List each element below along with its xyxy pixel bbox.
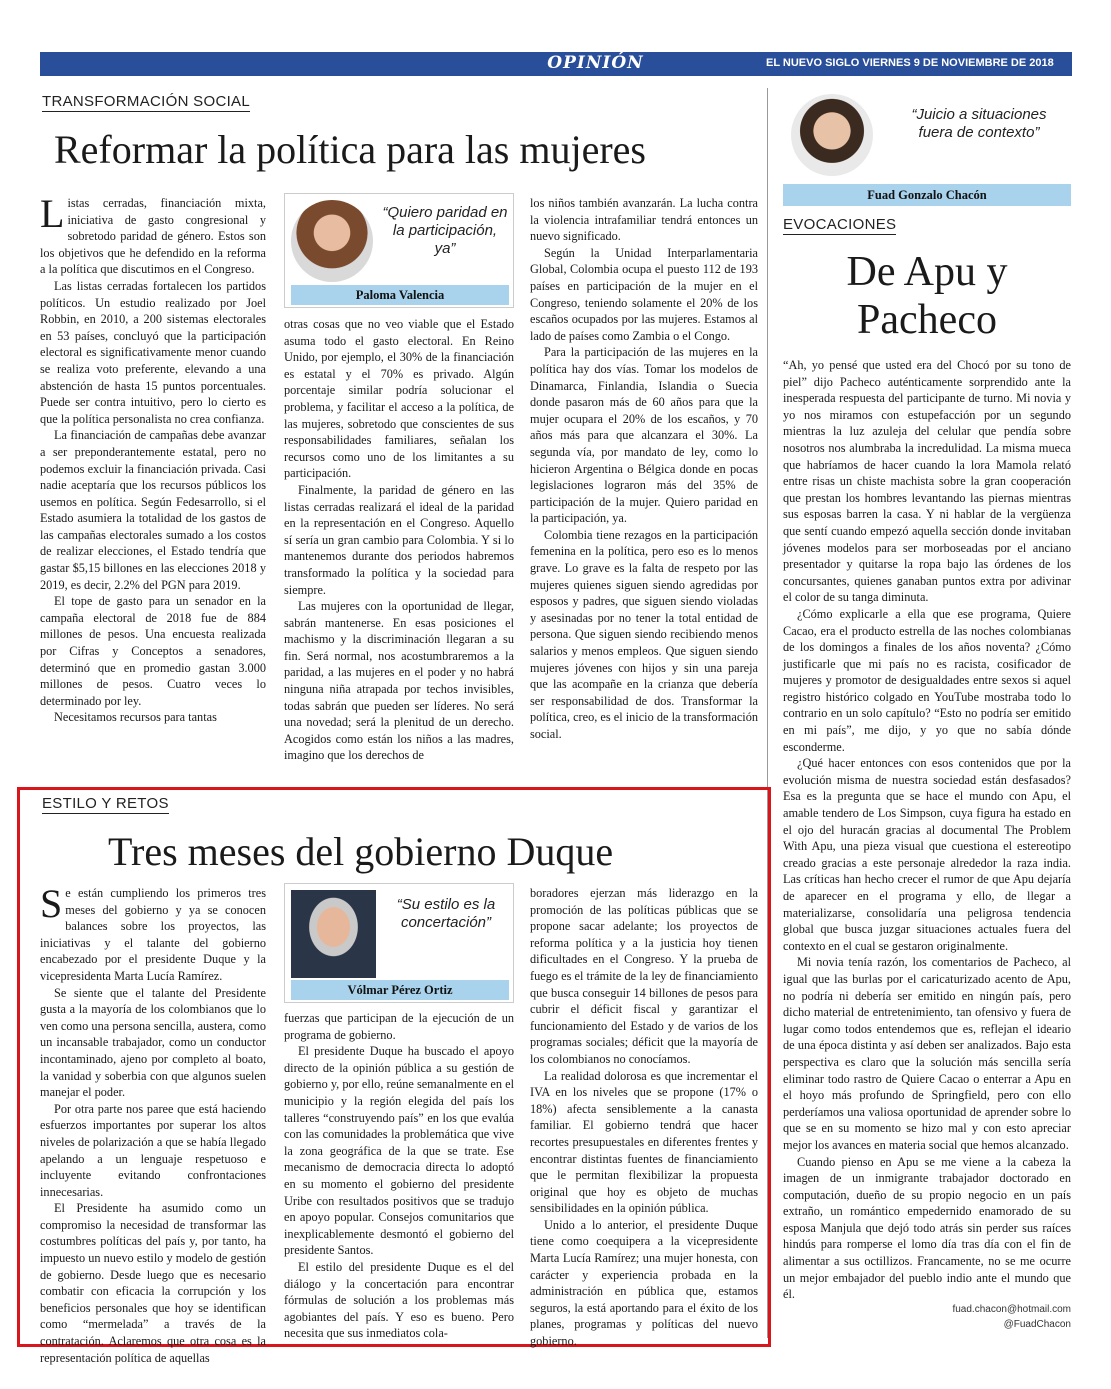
author-photo (291, 890, 376, 978)
article2-paragraph: boradores ejerzan más liderazgo en la promoción de las políticas públicas que se propone sacar adelante; los proyectos de reforma política y a la justicia hoy tienen dificultades en el Congreso. Y la prueba de fuego es el trámite de la ley de financiamiento que busca conseguir 14 billones de pesos para cubrir el déficit fiscal y garantizar el funcionamiento del Estado y de varios de los programas sociales; déficit que la mayoría de los colombianos no conocíamos. (530, 886, 758, 1066)
article3-paragraph: ¿Cómo explicarle a ella que ese programa, Quiere Cacao, era el producto estrella de las noches colombianas de los domingos a finales de los años noventa? ¿Cómo justificarle que mi país no es racista, cosificador de mujeres y promotor de desigualdades entre sexos si aquel registro histórico colgado en YouTube mostraba todo lo contrario en un solo capítulo? “Esto no podría ser emitido en mi país”, me dijo, y yo que no sabía dónde esconderme. (783, 606, 1071, 754)
author-email[interactable]: fuad.chacon@hotmail.com (952, 1304, 1071, 1315)
article2-paragraph: e están cumpliendo los primeros tres meses del gobierno y ya se conocen balances sobre los proyectos, las iniciativas y el talante del gobierno encabezado por el presidente Duque y la vicepresidenta Marta Lucía Ramírez. (40, 886, 266, 983)
article1-paragraph: Las listas cerradas fortalecen los partidos políticos. Un estudio realizado por Joel Robbin, en 2010, a 200 sistemas electorales en 53 países, concluyó que la participación electoral es significativamente menor cuando se realiza voto preferente, elevando a una abstención de hasta 15 puntos porcentuales. Puede ser contra intuitivo, pero lo cierto es que la política personalista no crea confianza. (40, 278, 266, 426)
article3-title-line1: De Apu y (846, 249, 1008, 295)
article2-column-1: Se están cumpliendo los primeros tres meses del gobierno y ya se conocen balances sobre los proyectos, las iniciativas y el talante del gobierno encabezado por el presidente Duque y la vicepresidenta Marta Lucía Ramírez. Se siente que el talante del Presidente gusta a la mayoría de los colombianos que lo ven como una persona sencilla, austera, como un incansable trabajador, como un conductor incontaminado, ajeno por completo al boato, la vanidad y soberbia con que algunos suelen manejar el poder. Por otra parte nos paree que está haciendo esfuerzos importantes por superar los altos niveles de polarización a que se había llegado apelando a un lenguaje respetuoso e incluyente evitando confrontaciones innecesarias. El Presidente ha asumido como un compromiso la necesidad de transformar las costumbres políticas del país y, por tanto, ha impuesto un nuevo estilo y modelo de gestión de gobierno. Desde luego que es necesario combatir con eficacia la corrupción y los beneficios personales que hoy se identifican como “mermelada” a través de la contratación. Aclaremos que otra cosa es la representación política de aquellas (40, 881, 266, 1365)
article2-author-box (284, 883, 514, 1003)
article1-author-box (284, 193, 514, 308)
article3-paragraph: Cuando pienso en Apu se me viene a la cabeza la imagen de un inmigrante trabajador doctorado en computación, dueño de su propio negocio en un país extraño, un romántico empedernido enamorado de su esposa Manjula que dejó todo atrás sin perder sus raíces hindús para romperse el lomo día tras día con el fin de alimentar a sus octillizos. Francamente, no se me ocurre un mejor embajador del pueblo indio ante el mundo que él. (783, 1154, 1071, 1302)
article2-column-2 (284, 1010, 514, 1341)
article3-pull-quote: “Juicio a situaciones fuera de contexto” (911, 106, 1047, 141)
article3-author-name: Fuad Gonzalo Chacón (783, 184, 1071, 206)
article2-paragraph: La realidad dolorosa es que incrementar el IVA en los niveles que se propone (17% o 18%) afecta sensiblemente a la canasta familiar. El gobierno tendrá que hacer recortes presupuestales en diferentes frentes y encontrar distintas fuentes de financiamiento que le permitan flexibilizar la propuesta original que hoy es objeto de muchas sensibilidades en la opinión pública. (530, 1068, 758, 1216)
article1-paragraph: El tope de gasto para un senador en la campaña electoral de 2018 fue de 884 millones de pesos. Una encuesta realizada por Cifras y Conceptos a senadores, determinó que en promedio gastan 3.000 millones de pesos. Cuatro veces lo determinado por ley. (40, 594, 266, 708)
article1-paragraph: otras cosas que no veo viable que el Estado asuma todo el gasto electoral. En Reino Unido, por ejemplo, el 30% de la financiación es estatal y el 70% es privado. Algún porcentaje similar podría solucionar el problema, y facilitar el acceso a la política, de las mujeres, sobretodo que conscientes de sus responsabilidades familiares, señalan los recursos como uno de los limitantes a su participación. (284, 317, 514, 481)
article3-paragraph: ¿Qué hacer entonces con esos contenidos que por la evolución misma de nuestra sociedad están desfasados? Esa es la pregunta que se hace el mundo con Apu, el amable tendero de Los Simpson, cuya figura ha estado en el ojo del huracán gracias al documental The Problem With Apu, una pieza visual que cuestiona el estereotipo creado gracias a este personaje alrededor la raza india. Las críticas han hecho crecer el rumor de que Apu dejaría de aparecer en el programa y ello, de llegar a materializarse, consolidaría una peligrosa tendencia global que busca juzgar situaciones actuales fuera del contexto en el cual se gestaron originalmente. (783, 756, 1071, 953)
article1-column-1: Listas cerradas, financiación mixta, iniciativa de gasto congresional y sobretodo paridad de género. Estos son los objetivos que he defendido en la reforma a la política que discutimos en el Congreso. Las listas cerradas fortalecen los partidos políticos. Un estudio realizado por Joel Robbin, en 2010, a 200 sistemas electorales en 53 países, concluyó que la participación electoral es significativamente menor cuando se realiza voto preferente, elevando a una abstención de hasta 15 puntos porcentuales. Puede ser contra intuitivo, pero lo cierto es que la política personalista no crea confianza. La financiación de campañas debe avanzar a ser preponderantemente estatal, pero no podemos excluir la financiación privada. Casi nadie aceptaría que los recursos públicos los usemos en política. Según Fedesarrollo, si el Estado asumiera la totalidad de los gastos de las campañas electorales sumado a los costos de realizar elecciones, el Estado tendría que gastar $5,15 billones en las elecciones 2018 y 2019, es decir, 2.2% del PGN para 2019. El tope de gasto para un senador en la campaña electoral de 2018 fue de 884 millones de pesos. Una encuesta realizada por Cifras y Conceptos a senadores, determinó que en promedio gastan 3.000 millones de pesos. Cuatro veces lo determinado por ley. Necesitamos recursos para tantas (40, 191, 266, 725)
article1-paragraph: Colombia tiene rezagos en la participación femenina en la política, pero eso es lo menos grave. Lo grave es la falta de respeto por las mujeres quienes siguen siendo agredidas por esposos y padres, que siguen siendo violadas y asesinadas por no tener la total entidad de persona. Que siguen siendo recibiendo menos salarios y menos empleos. Que siguen siendo mujeres jóvenes con hijos y sin una pareja que las acompañe en la crianza que debería ser responsabilidad de dos. Transformar la política, creo, es el inicio de la transformación social. (530, 527, 758, 741)
article1-paragraph: La financiación de campañas debe avanzar a ser preponderantemente estatal, pero no podemos excluir la financiación privada. Casi nadie aceptaría que los recursos públicos los usemos en política. Según Fedesarrollo, si el Estado asumiera la totalidad de los gastos de las campañas electorales sumado a los costos de realizar elecciones, el Estado tendría que gastar $5,15 billones en las elecciones 2018 y 2019, es decir, 2.2% del PGN para 2019. (40, 428, 266, 592)
article2-title: Tres meses del gobierno Duque (108, 829, 614, 874)
article2-kicker: ESTILO Y RETOS (42, 795, 169, 812)
article1-pull-quote: “Quiero paridad en la participación, ya” (382, 204, 508, 257)
article3-author-box (783, 90, 1071, 208)
article1-paragraph: Según la Unidad Interparlamentaria Global, Colombia ocupa el puesto 112 de 193 países en participación de la mujer en el Congreso, teniendo solamente el 20% de los escaños ocupados por las mujeres. Estamos al lado de países como Zambia o el Congo. (530, 245, 758, 343)
author-photo (791, 94, 873, 176)
article1-paragraph: istas cerradas, financiación mixta, iniciativa de gasto congresional y sobretodo paridad de género. Estos son los objetivos que he defendido en la reforma a la política que discutimos en el Congreso. (40, 196, 266, 277)
article2-paragraph: fuerzas que participan de la ejecución de un programa de gobierno. (284, 1011, 514, 1042)
article1-paragraph: Las mujeres con la oportunidad de llegar, sabrán mantenerse. En esas posiciones el machismo y la discriminación llegaran a su fin. Será normal, nos acostumbraremos a la paridad, a las mujeres en el poder y no habrá ninguna niña atrapada por techos invisibles, todas sabrán que pueden ser líderes. No será una novedad; será la plenitud de un derecho. Acogidos como están los niños a las madres, imagino que los derechos de (284, 599, 514, 763)
article3-title-line2: Pacheco (857, 297, 997, 343)
article2-column-3 (530, 885, 758, 1349)
page-number: 9A (1084, 52, 1108, 72)
article1-column-3 (530, 195, 758, 777)
article3-body (783, 357, 1071, 1302)
author-photo (291, 200, 373, 282)
article1-kicker: TRANSFORMACIÓN SOCIAL (42, 93, 250, 110)
article2-author-name: Vólmar Pérez Ortiz (291, 980, 509, 1000)
article2-paragraph: El estilo del presidente Duque es el del diálogo y la concertación para encontrar fórmulas de solución a los problemas más agobiantes del país. Y eso es bueno. Pero necesita que sus inmediatos cola- (284, 1259, 514, 1341)
section-header-band (40, 52, 1108, 76)
author-twitter[interactable]: @FuadChacon (1003, 1319, 1071, 1330)
article1-paragraph: Para la participación de las mujeres en la política hay dos vías. Tomar los modelos de Dinamarca, Finlandia, Islandia o Suecia donde pasaron más de 60 años para que la mujer ocupara el 20% de los escaños, y 70 años más para que alcanzara el 30%. La segunda vía, por mandato de ley, como lo hicieron Argentina o Bélgica donde en pocas legislaciones lograron más del 35% de participación de la mujer. Quiero paridad en la participación, ya. (530, 345, 758, 526)
article1-paragraph: Finalmente, la paridad de género en las listas cerradas realizará el ideal de la paridad en la representación en el Congreso. Aquello sí sería un gran cambio para Colombia. Y si lo mantenemos durante dos periodos habremos transformado la política y la sociedad para siempre. (284, 482, 514, 597)
article3-paragraph: “Ah, yo pensé que usted era del Chocó por su tono de piel” dijo Pacheco auténticamente sorprendido ante la inesperada respuesta del participante de turno. Mi novia y yo nos miramos con estupefacción por un segundo mientras la luz azuleja del celular que pendía sobre nosotros nos alumbraba la incredulidad. La misma mueca que habríamos de hacer cuando la lora Mamola relató entre risas un chiste machista sobre la gran cooperación que prestan los hombres levantando las piernas mientras sus esposas barren la casa. Y ni hablar de la vergüenza que sentí cuando empezó aquella sección donde invitaban jóvenes modelos para ser morboseadas por el anciano presentador y quitarse la ropa bajo las órdenes de los concursantes, quienes ganaban puntos extra por adivinar el color de su tanga diminuta. (783, 358, 1071, 605)
section-title: OPINIÓN (547, 53, 644, 73)
article3-paragraph: Mi novia tenía razón, los comentarios de Pacheco, al igual que las burlas por el caricaturizado acento de Apu, no podría ni debería ser emitido en ningún país, pero dicho material de entretenimiento, tan ofensivo y fuera de lugar como todos entendemos que es, reflejan el ideario de una época distinta y así deben ser analizados. Bajo esta perspectiva es claro que la solución más sencilla sería eliminar todo rastro de Quiere Cacao o enterrar a Apu en el hoyo más profundo de Springfield, pero con ello perderíamos una valiosa oportunidad de aprender sobre lo que se en su momento se hizo mal y con esto apreciar mejor los avances en materia social que hemos alcanzado. (783, 955, 1071, 1152)
article1-paragraph: los niños también avanzarán. La lucha contra la violencia intrafamiliar tendrá entonces un nuevo significado. (530, 196, 758, 244)
article2-paragraph: El presidente Duque ha buscado el apoyo directo de la opinión pública a su gestión de gobierno y, por ello, reúne semanalmente en el municipio y la región elegida del país los talleres “construyendo país” en los que evalúa con las comunidades la problemática que vive la zona geográfica de la que se trate. Ese mecanismo de democracia directa lo adoptó en su momento el gobierno del presidente Uribe con resultados positivos que se tradujo en apoyo popular. Consejos comunitarios que inexplicablemente desmontó el gobierno del presidente Santos. (284, 1044, 514, 1258)
article2-paragraph: Por otra parte nos paree que está haciendo esfuerzos importantes por superar los altos niveles de polarización a que se había llegado apelando a un lenguaje respetuoso e incluyente evitando confrontaciones innecesarias. (40, 1101, 266, 1199)
article1-author-name: Paloma Valencia (291, 285, 509, 305)
article1-column-2 (284, 316, 514, 777)
article2-paragraph: El Presidente ha asumido como un compromiso la necesidad de transformar las costumbres políticas del país y, por tanto, ha impuesto un nuevo estilo y modelo de gestión de gobierno. Desde luego que es necesario combatir con eficacia la corrupción y los beneficios personales que hoy se identifican como “mermelada” a través de la contratación. Aclaremos que otra cosa es la representación política de aquellas (40, 1201, 266, 1365)
article2-paragraph: Se siente que el talante del Presidente gusta a la mayoría de los colombianos que lo ven como una persona sencilla, austera, como un incansable trabajador, como un conductor incontaminado, ajeno por completo al boato, la vanidad y soberbia con que algunos suelen manejar el poder. (40, 985, 266, 1100)
article2-paragraph: Unido a lo anterior, el presidente Duque tiene como coequipera a la vicepresidente Marta Lucía Ramírez; una mujer honesta, con carácter y experiencia probada en la administración en pública que, estamos seguros, la está aportando para el éxito de los planes, programas y políticas del nuevo gobierno. (530, 1217, 758, 1349)
article3-kicker: EVOCACIONES (783, 216, 897, 233)
article1-title: Reformar la política para las mujeres (54, 127, 646, 172)
article1-paragraph: Necesitamos recursos para tantas (54, 710, 217, 725)
newspaper-date: EL NUEVO SIGLO VIERNES 9 DE NOVIEMBRE DE 2018 (766, 57, 1054, 69)
article2-pull-quote: “Su estilo es la concertación” (396, 896, 496, 931)
